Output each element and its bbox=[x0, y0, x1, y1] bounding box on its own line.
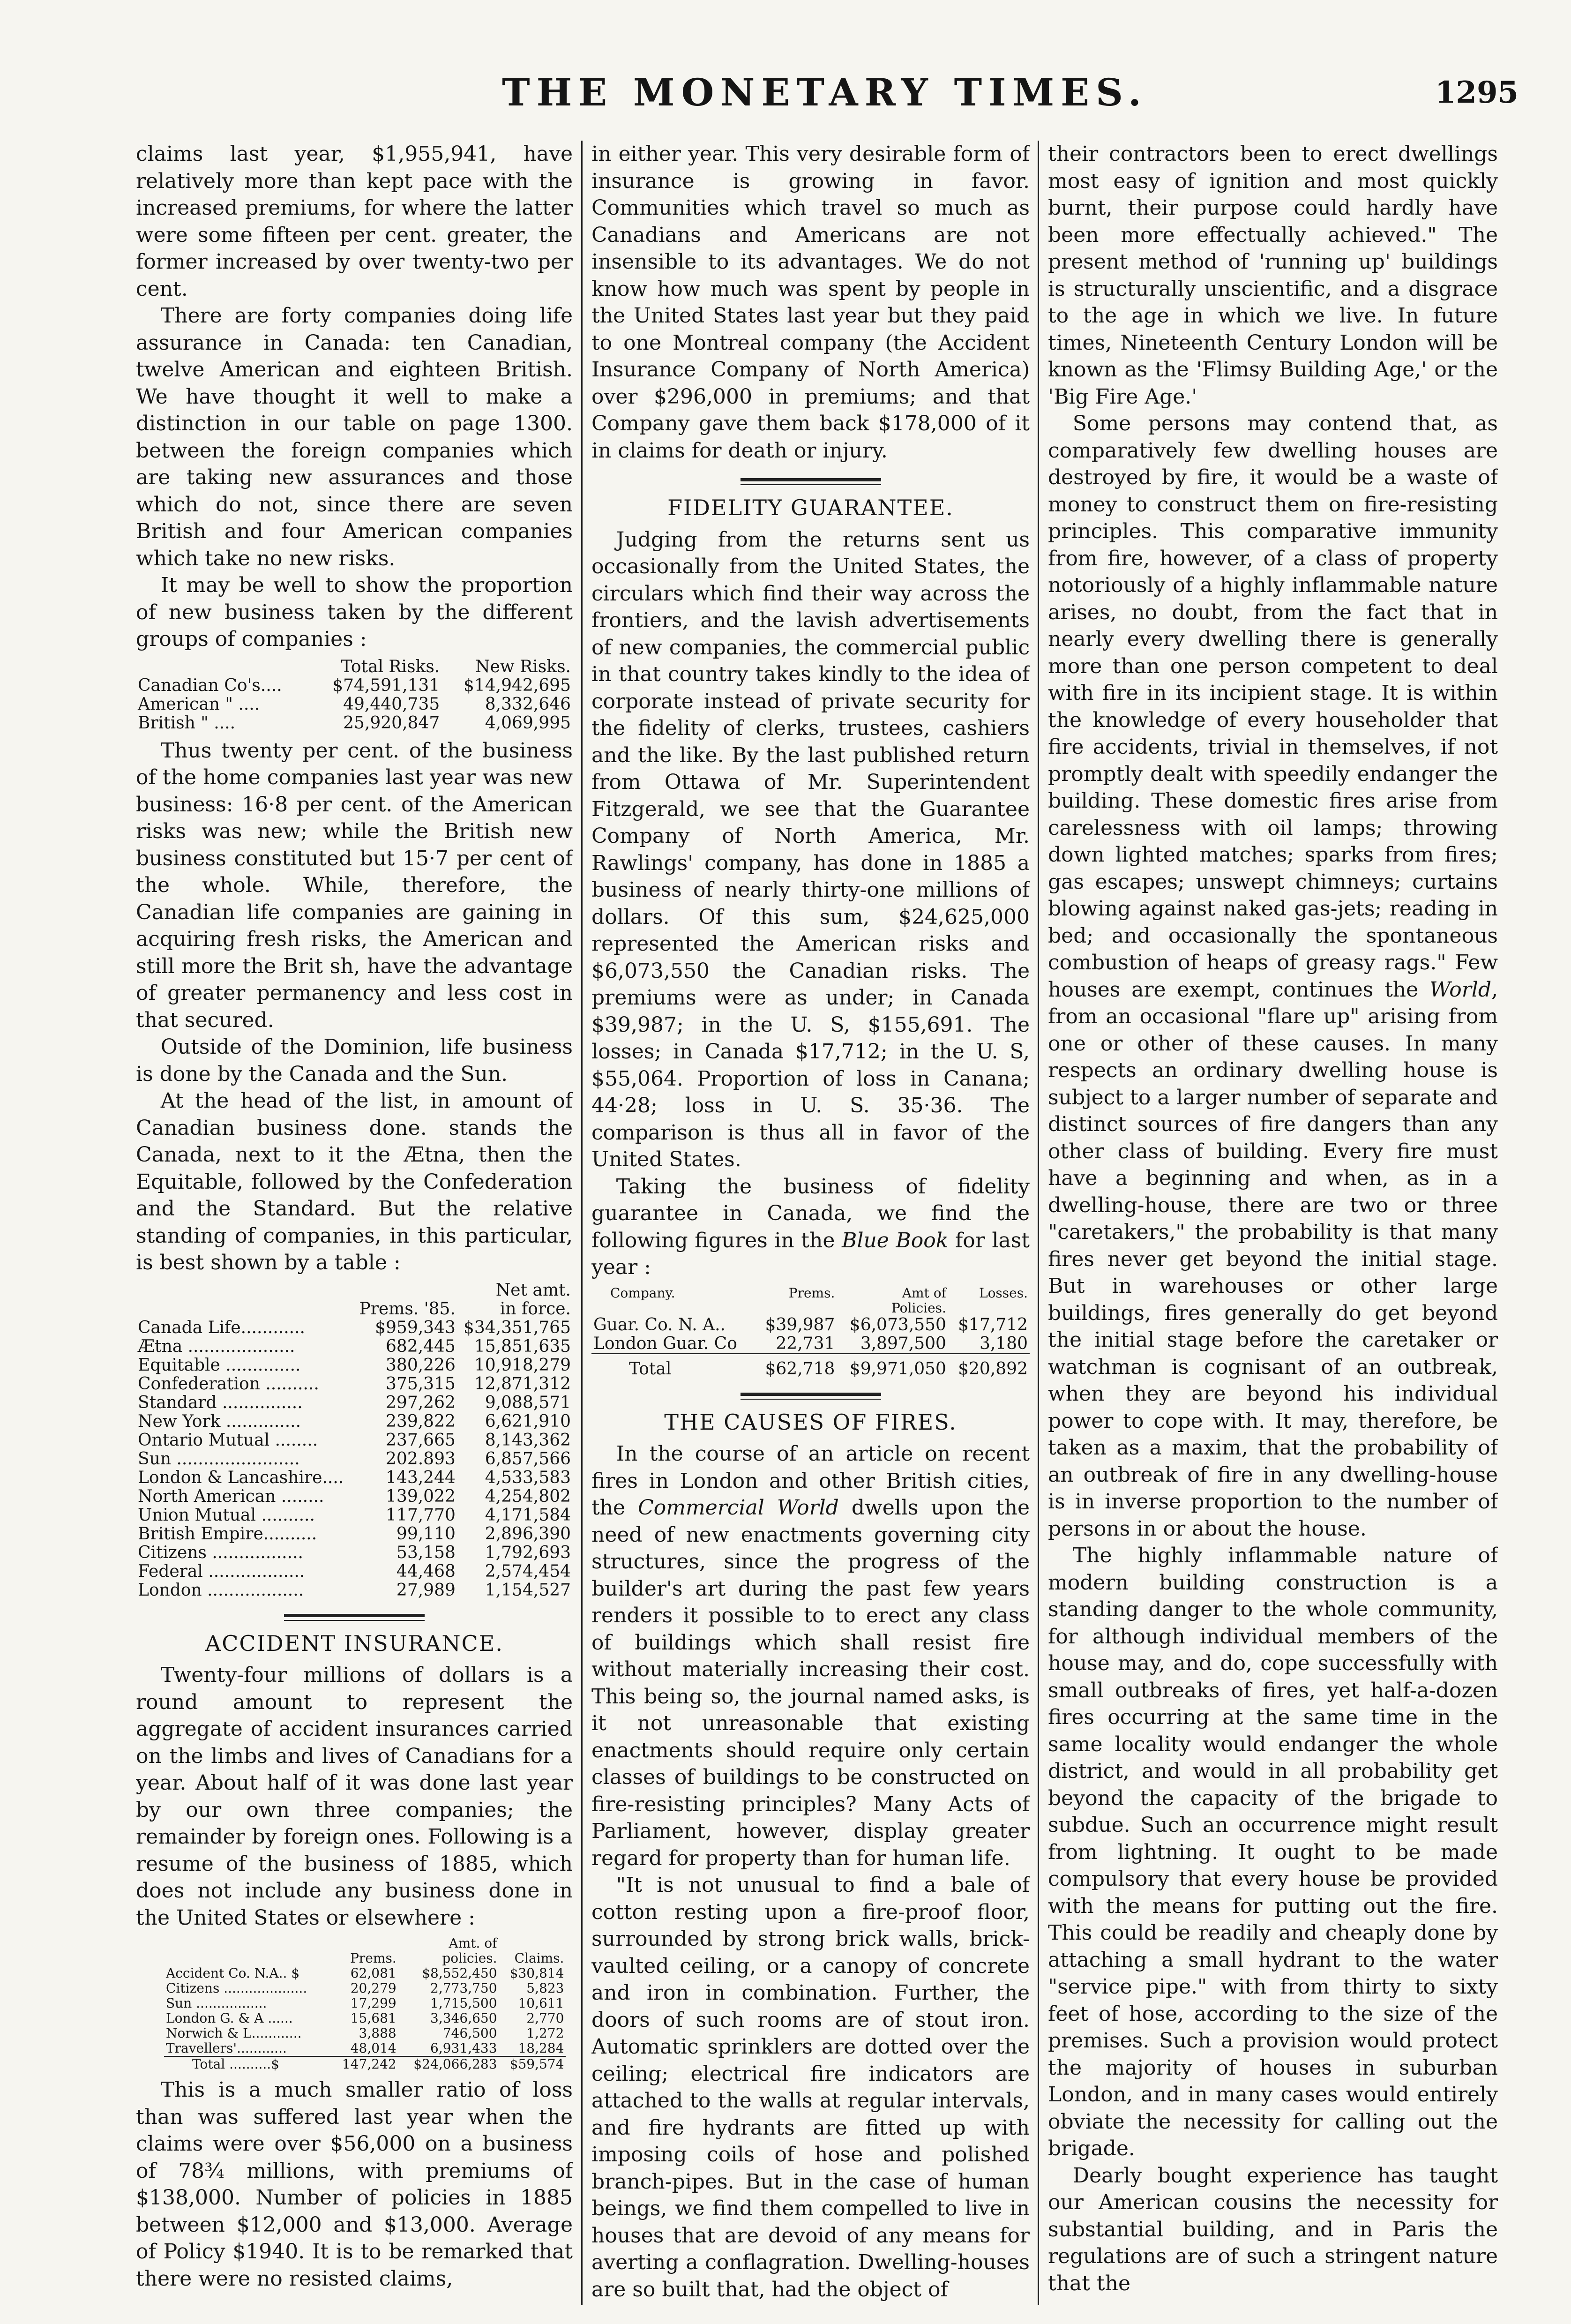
table-cell: 1,715,500 bbox=[430, 1995, 497, 2011]
text-run: for last year : bbox=[591, 1228, 1030, 1279]
table-header: Prems. bbox=[350, 1950, 396, 1966]
table-row bbox=[136, 1431, 573, 1450]
table-cell: Total bbox=[629, 1359, 672, 1379]
table-cell: Standard ............... bbox=[138, 1393, 303, 1412]
table-cell: 239,822 bbox=[386, 1411, 456, 1431]
section-heading: THE CAUSES OF FIRES. bbox=[664, 1409, 957, 1435]
table-cell: 3,888 bbox=[359, 2025, 396, 2041]
section-divider bbox=[741, 478, 881, 485]
table-body bbox=[164, 1966, 566, 2056]
table-cell: 3,180 bbox=[979, 1334, 1028, 1353]
table-row bbox=[136, 1319, 573, 1337]
table-cell: 15,681 bbox=[350, 2010, 396, 2026]
table-cell: American " .... bbox=[138, 694, 260, 714]
table-cell: 682,445 bbox=[386, 1336, 456, 1356]
table-cell: 8,143,362 bbox=[485, 1430, 571, 1450]
table-cell: 147,242 bbox=[342, 2056, 396, 2072]
paragraph: It may be well to show the proportion of new business taken by the different groups of companies : bbox=[136, 573, 573, 651]
table-header bbox=[353, 1281, 457, 1300]
table-cell: $74,591,131 bbox=[332, 675, 440, 695]
life-companies-table bbox=[136, 1281, 573, 1600]
table-header: Company. bbox=[610, 1285, 675, 1301]
table-cell: 53,158 bbox=[396, 1543, 456, 1562]
table-row bbox=[591, 1334, 1030, 1354]
text-run: In the course of an article on recent fires in London and other British cities, the bbox=[591, 1442, 1030, 1520]
table-cell: 139,022 bbox=[386, 1486, 456, 1506]
publication-title: Blue Book bbox=[842, 1228, 949, 1252]
table-total-row bbox=[591, 1354, 1030, 1379]
table-cell: Ontario Mutual ........ bbox=[138, 1430, 318, 1450]
table-header-row bbox=[136, 1281, 573, 1300]
table-cell: 2,773,750 bbox=[430, 1980, 497, 1996]
table-cell: Canadian Co's.... bbox=[138, 675, 282, 695]
table-cell: London G. & A ...... bbox=[166, 2010, 293, 2026]
table-cell: $30,814 bbox=[509, 1965, 564, 1981]
table-row bbox=[136, 1356, 573, 1375]
table-cell: 3,897,500 bbox=[860, 1334, 946, 1353]
table-row bbox=[164, 1996, 566, 2011]
table-cell: 117,770 bbox=[386, 1505, 456, 1525]
table-cell: 6,931,433 bbox=[430, 2040, 497, 2056]
table-row bbox=[136, 1506, 573, 1525]
paragraph: Outside of the Dominion, life business is done by the Canada and the Sun. bbox=[136, 1035, 573, 1086]
paragraph: claims last year, $1,955,941, have relatively more than kept pace with the increased premiums, for where the latter were some fifteen per cent. greater, the former increased by over twenty-two per cent. bbox=[136, 142, 573, 301]
table-cell: 143,244 bbox=[386, 1468, 456, 1487]
table-row bbox=[136, 1562, 573, 1581]
table-row bbox=[136, 1375, 573, 1394]
table-cell: 44,468 bbox=[396, 1561, 456, 1581]
table-cell: 4,533,583 bbox=[485, 1468, 571, 1487]
table-cell: 8,332,646 bbox=[485, 694, 571, 714]
table-cell: 27,989 bbox=[396, 1580, 456, 1600]
paragraph bbox=[591, 1440, 1030, 1872]
paragraph: Dearly bought experience has taught our American cousins the necessity for substantial building, and in Paris the regulations are of such a stringent nature that the bbox=[1048, 2163, 1498, 2295]
table-header-row bbox=[136, 1300, 573, 1319]
table-row bbox=[164, 2011, 566, 2026]
table-header: in force. bbox=[500, 1299, 571, 1319]
table-row bbox=[164, 2026, 566, 2041]
table-row bbox=[164, 1981, 566, 1996]
table-row bbox=[136, 676, 573, 695]
table-cell: London Guar. Co bbox=[593, 1334, 737, 1353]
table-cell: 1,792,693 bbox=[485, 1543, 571, 1562]
paragraph: Twenty-four millions of dollars is a round amount to represent the aggregate of accident insurances carried on the limbs and lives of Canadians for a year. About half of it was done last year by our own three companies; the remainder by foreign ones. Following is a resume of the business of 1885, which does not include any business done in the United States or elsewhere : bbox=[136, 1663, 573, 1930]
table-cell: Total ..........$ bbox=[192, 2056, 279, 2072]
paragraph: in either year. This very desirable form of insurance is growing in favor. Communities which travel so much as Canadians and Americans are not insensible to its advantages. We do not know how much was spent by people in the United States last year but they paid to one Montreal company (the Accident Insurance Company of North America) over $296,000 in premiums; and that Company gave them back $178,000 of it in claims for death or injury. bbox=[591, 142, 1030, 463]
text-run: Some persons may contend that, as comparatively few dwelling houses are destroyed by fire, it would be a waste of money to construct them on fire-resisting principles. This comparative immunity from fire, however, of a class of property notoriously of a highly inflammable nature arises, no doubt, from the fact that in nearly every dwelling there is generally more than one person competent to deal with fire in its incipient stage. It is within the knowledge of every householder that fire accidents, trivial in themselves, if not promptly dealt with speedily endanger the building. These domestic fires arise from carelessness with oil lamps; throwing down lighted matches; sparks from fires; gas escapes; unswept chimneys; curtains blowing against naked gas-jets; reading in bed; and occasionally the spontaneous combustion of heaps of greasy rags." Few houses are exempt, continues the bbox=[1048, 412, 1498, 1002]
table-cell: $20,892 bbox=[958, 1359, 1028, 1379]
table-cell: Ætna .................... bbox=[138, 1336, 295, 1356]
table-cell: New York .............. bbox=[138, 1411, 301, 1431]
table-cell: 20,279 bbox=[350, 1980, 396, 1996]
table-cell: $14,942,695 bbox=[463, 675, 571, 695]
table-cell: 99,110 bbox=[396, 1524, 456, 1544]
new-risks-table bbox=[136, 658, 573, 733]
table-cell: Citizens .................... bbox=[166, 1980, 307, 1996]
table-cell: $8,552,450 bbox=[422, 1965, 497, 1981]
table-cell: 18,284 bbox=[518, 2040, 564, 2056]
table-cell: Sun ....................... bbox=[138, 1449, 300, 1469]
section-heading: FIDELITY GUARANTEE. bbox=[667, 495, 954, 520]
table-row bbox=[136, 1394, 573, 1412]
table-header: Amt. of bbox=[449, 1935, 497, 1951]
accident-insurance-table bbox=[164, 1936, 566, 2072]
table-row bbox=[591, 1316, 1030, 1334]
paragraph: There are forty companies doing life assurance in Canada: ten Canadian, twelve American and eighteen British. We have thought it well to make a distinction in our table on page 1300. between the foreign companies which are taking new assurances and those which do not, since there are seven British and four American companies which take no new risks. bbox=[136, 304, 573, 570]
fidelity-guarantee-table bbox=[591, 1286, 1030, 1379]
table-cell: British Empire.......... bbox=[138, 1524, 317, 1544]
paragraph: At the head of the list, in amount of Canadian business done. stands the Canada, next to it the Ætna, then the Equitable, followed by the Confederation and the Standard. But the relative standing of companies, in this particular, is best shown by a table : bbox=[136, 1089, 573, 1274]
table-row bbox=[136, 1450, 573, 1469]
publication-title: World bbox=[1429, 977, 1491, 1002]
table-cell: Guar. Co. N. A.. bbox=[593, 1315, 726, 1334]
table-header: Net amt. bbox=[495, 1280, 571, 1300]
table-cell: 3,346,650 bbox=[430, 2010, 497, 2026]
table-header: Prems. '85. bbox=[359, 1299, 456, 1319]
table-cell: Sun ................. bbox=[166, 1995, 267, 2011]
publication-title: Commercial World bbox=[638, 1496, 839, 1520]
section-heading: ACCIDENT INSURANCE. bbox=[205, 1630, 503, 1656]
paragraph bbox=[591, 1173, 1030, 1281]
table-cell: London & Lancashire.... bbox=[138, 1468, 344, 1487]
column-2 bbox=[591, 141, 1030, 2305]
table-row bbox=[136, 714, 573, 733]
table-cell: 9,088,571 bbox=[485, 1393, 571, 1412]
table-header-row bbox=[164, 1936, 566, 1951]
text-run: , from an occasional "flare up" arising from one or other of these causes. In many respects an ordinary dwelling house is subject to a larger number of separate and distinct sources of fire dangers than any other class of building. Every fire must have a beginning and when, as in a dwelling-house, there are two or three "caretakers," the probability is that many fires never get beyond the initial stage. But in warehouses or other large buildings, fires generally do get beyond the initial stage before the caretaker or watchman is cognisant of an outbreak, when they are beyond his individual power to cope with. It may, therefore, be taken as a maxim, that the probability of an outbreak of fire in any dwelling-house is in inverse proportion to the number of persons in or about the house. bbox=[1048, 977, 1498, 1541]
table-cell: Federal .................. bbox=[138, 1561, 305, 1581]
table-cell: Accident Co. N.A.. $ bbox=[166, 1965, 300, 1981]
table-cell: 62,081 bbox=[350, 1965, 396, 1981]
table-row bbox=[136, 1337, 573, 1356]
table-cell: 1,272 bbox=[526, 2025, 564, 2041]
text-run: dwells upon the need of new enactments governing city structures, since the progress of the builder's art during the past few years renders it possible to to erect any class of buildings which shall resist fire without materially increasing their cost. This being so, the journal named asks, is it not unreasonable that existing enactments should require only certain classes of buildings to be constructed on fire-resisting principles? Many Acts of Parliament, however, display greater regard for property than for human life. bbox=[591, 1496, 1030, 1870]
table-row bbox=[164, 2041, 566, 2056]
table-cell bbox=[948, 1301, 1030, 1316]
table-header bbox=[499, 1936, 566, 1951]
table-body bbox=[136, 1319, 573, 1600]
table-header-row bbox=[591, 1301, 1030, 1316]
table-cell: Union Mutual .......... bbox=[138, 1505, 315, 1525]
table-header: Prems. bbox=[788, 1285, 835, 1301]
table-header-row bbox=[164, 1951, 566, 1966]
table-cell: 380,226 bbox=[386, 1355, 456, 1375]
table-cell: $24,066,283 bbox=[413, 2056, 497, 2072]
table-cell: $34,351,765 bbox=[463, 1318, 571, 1337]
section-divider bbox=[741, 1393, 881, 1400]
paragraph: Judging from the returns sent us occasionally from the United States, the circulars which find their way across the frontiers, and the lavish advertisements of new companies, the commercial public in that country takes kindly to the idea of corporate instead of private security for the fidelity of clerks, trustees, cashiers and the like. By the last published return from Ottawa of Mr. Superintendent Fitzgerald, we see that the Guarantee Company of North America, Mr. Rawlings' company, has done in 1885 a business of nearly thirty-one millions of dollars. Of this sum, $24,625,000 represented the American risks and $6,073,550 the Canadian risks. The premiums were as under; in Canada $39,987; in the U. S, $155,691. The losses; in Canada $17,712; in the U. S, $55,064. Proportion of loss in Canana; 44·28; loss in U. S. 35·36. The comparison is thus all in favor of the United States. bbox=[591, 527, 1030, 1171]
table-cell bbox=[136, 1281, 353, 1300]
table-cell: 15,851,635 bbox=[474, 1336, 571, 1356]
table-cell: 2,770 bbox=[526, 2010, 564, 2026]
table-cell: $39,987 bbox=[765, 1315, 835, 1334]
table-cell bbox=[755, 1301, 837, 1316]
table-cell: $59,574 bbox=[509, 2056, 564, 2072]
paragraph: Thus twenty per cent. of the business of the home companies last year was new business: 16·8 per cent. of the American risks was new; while the British new business constituted but 15·7 per cent of the whole. While, therefore, the Canadian life companies are gaining in acquiring fresh risks, the American and still more the Brit sh, have the advantage of greater permanency and less cost in that secured. bbox=[136, 738, 573, 1032]
table-cell: Norwich & L............ bbox=[166, 2025, 302, 2041]
paragraph: The highly inflammable nature of modern building construction is a standing danger to the whole community, for although individual members of the house may, and do, cope successfully with small outbreaks of fires, yet half-a-dozen fires occurring at the same time in the same locality would endanger the whole district, and would in all probability get beyond the capacity of the brigade to subdue. Such an occurrence might result from lightning. It ought to be made compulsory that every house be provided with the means for putting out the fire. This could be readily and cheaply done by attaching a small hydrant to the water "service pipe." with from thirty to sixty feet of hose, according to the size of the premises. Such a provision would protect the majority of houses in suburban London, and in many cases would entirely obviate the necessity for calling out the brigade. bbox=[1048, 1544, 1498, 2160]
table-cell: 2,574,454 bbox=[485, 1561, 571, 1581]
table-cell: 746,500 bbox=[442, 2025, 497, 2041]
column-divider bbox=[1038, 141, 1039, 2305]
table-cell: 2,896,390 bbox=[485, 1524, 571, 1544]
table-cell: Travellers'............ bbox=[166, 2040, 287, 2056]
table-header: Total Risks. bbox=[341, 657, 440, 676]
table-header: Amt of bbox=[902, 1285, 946, 1301]
table-cell: $9,971,050 bbox=[849, 1359, 946, 1379]
table-cell: 22,731 bbox=[776, 1334, 835, 1353]
table-cell bbox=[164, 1951, 331, 1966]
table-cell: 10,611 bbox=[518, 1995, 564, 2011]
paragraph: This is a much smaller ratio of loss than was suffered last year when the claims were over $56,000 on a business of 78¾ millions, with premiums of $138,000. Number of policies in 1885 between $12,000 and $13,000. Average of Policy $1940. It is to be remarked that there were no resisted claims, bbox=[136, 2078, 573, 2291]
table-header: Claims. bbox=[514, 1950, 564, 1966]
paragraph bbox=[1048, 410, 1498, 1542]
table-cell: 4,171,584 bbox=[485, 1505, 571, 1525]
table-cell bbox=[136, 1300, 353, 1319]
table-header: policies. bbox=[442, 1950, 497, 1966]
table-row bbox=[136, 1581, 573, 1600]
table-cell: North American ........ bbox=[138, 1486, 324, 1506]
paragraph: their contractors been to erect dwellings most easy of ignition and most quickly burnt, their purpose could hardly have been more effectually achieved." The present method of 'running up' buildings is structurally unscientific, and a disgrace to the age in which we live. In future times, Nineteenth Century London will be known as the 'Flimsy Building Age,' or the 'Big Fire Age.' bbox=[1048, 142, 1498, 409]
table-cell: 375,315 bbox=[386, 1374, 456, 1394]
table-total-row bbox=[164, 2056, 566, 2072]
text-run: Taking the business of fidelity guarantee in Canada, we find the following figures in the bbox=[591, 1174, 1030, 1252]
table-cell: $6,073,550 bbox=[849, 1315, 946, 1334]
table-cell: $17,712 bbox=[958, 1315, 1028, 1334]
table-cell: 17,299 bbox=[350, 1995, 396, 2011]
table-header-row bbox=[136, 658, 573, 676]
table-cell: 237,665 bbox=[386, 1430, 456, 1450]
table-cell: London .................. bbox=[138, 1580, 304, 1600]
table-cell: 6,857,566 bbox=[485, 1449, 571, 1469]
table-row bbox=[136, 1487, 573, 1506]
column-1 bbox=[136, 141, 573, 2305]
table-cell: 297,262 bbox=[386, 1393, 456, 1412]
table-header-row bbox=[591, 1286, 1030, 1301]
table-row bbox=[136, 1525, 573, 1544]
table-cell: 6,621,910 bbox=[485, 1411, 571, 1431]
table-cell: Equitable .............. bbox=[138, 1355, 301, 1375]
table-cell: 5,823 bbox=[526, 1980, 564, 1996]
table-cell bbox=[136, 658, 311, 676]
table-header: Losses. bbox=[979, 1285, 1028, 1301]
table-header bbox=[331, 1936, 398, 1951]
table-cell bbox=[164, 1936, 331, 1951]
table-cell: $62,718 bbox=[765, 1359, 835, 1379]
table-row bbox=[136, 1469, 573, 1487]
paragraph: "It is not unusual to find a bale of cotton resting upon a fire-proof floor, surrounded by strong brick walls, brick-vaulted ceiling, or a canopy of concrete and iron in combination. Further, the doors of such rooms are of stout iron. Automatic sprinklers are dotted over the ceiling; electrical fire indicators are attached to the walls at regular intervals, and fire hydrants are fitted up with imposing coils of hose and polished branch-pipes. But in the case of human beings, we find them compelled to live in houses that are devoid of any means for averting a conflagration. Dwelling-houses are so built that, had the object of bbox=[591, 1873, 1030, 2302]
table-header: Policies. bbox=[891, 1300, 946, 1316]
table-cell: 12,871,312 bbox=[474, 1374, 571, 1394]
table-cell: Citizens ................. bbox=[138, 1543, 303, 1562]
table-cell: Confederation .......... bbox=[138, 1374, 319, 1394]
masthead bbox=[131, 70, 1519, 127]
table-cell: British " .... bbox=[138, 713, 236, 733]
section-divider bbox=[284, 1614, 425, 1621]
newspaper-title: THE MONETARY TIMES. bbox=[502, 70, 1148, 114]
column-divider bbox=[581, 141, 583, 2305]
table-row bbox=[136, 1412, 573, 1431]
table-cell bbox=[591, 1301, 755, 1316]
table-header: New Risks. bbox=[475, 657, 571, 676]
table-cell: 10,918,279 bbox=[474, 1355, 571, 1375]
table-row bbox=[136, 1544, 573, 1562]
table-row bbox=[136, 695, 573, 714]
table-cell: 49,440,735 bbox=[343, 694, 440, 714]
column-3 bbox=[1048, 141, 1498, 2305]
table-cell: 202.893 bbox=[386, 1449, 456, 1469]
table-cell: 4,254,802 bbox=[485, 1486, 571, 1506]
table-row bbox=[164, 1966, 566, 1981]
table-cell: 48,014 bbox=[350, 2040, 396, 2056]
table-cell: 25,920,847 bbox=[343, 713, 440, 733]
table-cell: 4,069,995 bbox=[485, 713, 571, 733]
page-number: 1295 bbox=[1435, 75, 1519, 110]
table-cell: Canada Life............ bbox=[138, 1318, 305, 1337]
table-cell: $959,343 bbox=[375, 1318, 456, 1337]
table-cell: 1,154,527 bbox=[485, 1580, 571, 1600]
